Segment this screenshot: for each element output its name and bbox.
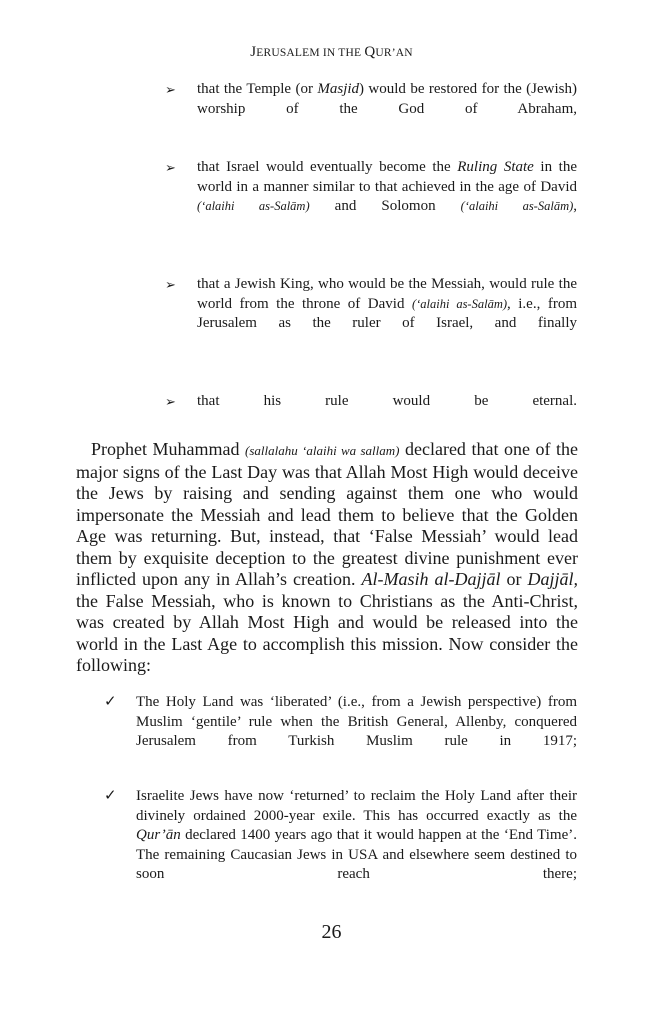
list-item-text: that the Temple (or Masjid) would be restored for the (Jewish) worship of the God of Abraham,	[197, 81, 577, 117]
running-header	[0, 44, 663, 61]
arrow-bullet-icon: ➢	[165, 160, 176, 175]
list-item-text: that his rule would be eternal.	[197, 393, 577, 409]
body-paragraph	[76, 439, 578, 698]
arrow-bullet-icon: ➢	[165, 394, 176, 409]
check-list-item	[104, 693, 577, 771]
check-list-item	[104, 787, 577, 905]
arrow-bullet-icon: ➢	[165, 277, 176, 292]
arrow-list-item	[165, 158, 577, 236]
header-cap-2: Q	[364, 44, 376, 60]
header-small-2: UR’AN	[375, 47, 413, 59]
list-item-text: that a Jewish King, who would be the Messiah, would rule the world from the throne of David (‘alaihi as-Salām), i.e., from Jerusalem as the ruler of Israel, and finally	[197, 276, 577, 332]
list-item-text: Israelite Jews have now ‘returned’ to reclaim the Holy Land after their divinely ordained 2000-year exile. This has occurred exactly as the Qur’ān declared 1400 years ago that it would happen at the ‘End Time’. The remaining Caucasian Jews in USA and elsewhere seem destined to soon reach there;	[136, 788, 577, 883]
header-small-1: ERUSALEM IN THE	[256, 47, 365, 59]
header-cap-1: J	[250, 44, 257, 60]
arrow-list-item	[165, 392, 577, 431]
paragraph-text: Prophet Muhammad (sallalahu ‘alaihi wa sallam) declared that one of the major signs of the Last Day was that Allah Most High would deceive the Jews by raising and sending against them one who would impersonate the Messiah and lead them to believe that the Golden Age was returning. But, instead, that ‘False Messiah’ would lead them by exquisite deception to the greatest divine punishment ever inflicted upon any in Allah’s creation. Al-Masih al-Dajjāl or Dajjāl, the False Messiah, who is known to Christians as the Anti-Christ, was created by Allah Most High and would be released into the world in the Last Age to accomplish this mission. Now consider the following:	[76, 439, 579, 675]
arrow-bullet-icon: ➢	[165, 82, 176, 97]
arrow-list-item	[165, 275, 577, 353]
checkmark-icon: ✓	[104, 788, 117, 804]
list-item-text: The Holy Land was ‘liberated’ (i.e., from a Jewish perspective) from Muslim ‘gentile’ rule when the British General, Allenby, conquered Jerusalem from Turkish Muslim rule in 1917;	[136, 694, 577, 750]
page-number: 26	[321, 921, 342, 943]
list-item-text: that Israel would eventually become the Ruling State in the world in a manner similar to that achieved in the age of David (‘alaihi as-Salām) and Solomon (‘alaihi as-Salām),	[197, 159, 578, 215]
checkmark-icon: ✓	[104, 694, 117, 710]
arrow-list-item	[165, 80, 577, 139]
